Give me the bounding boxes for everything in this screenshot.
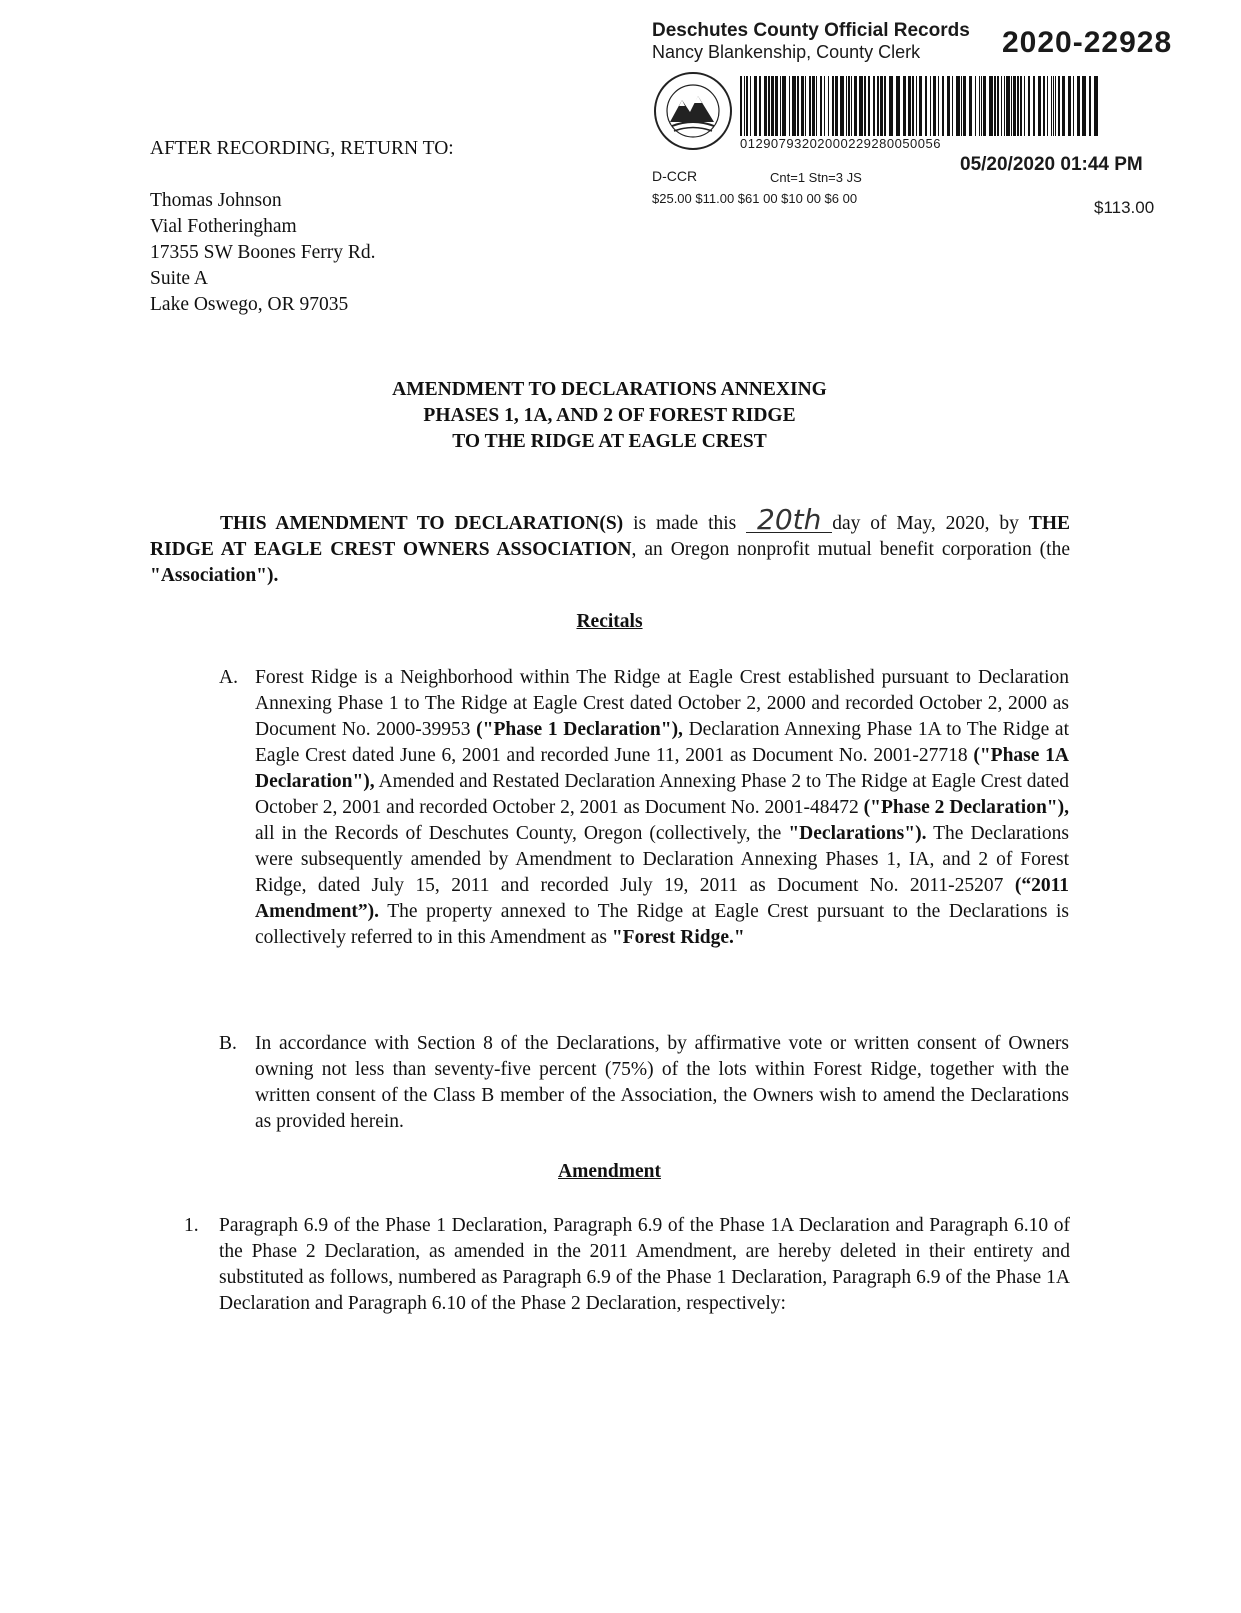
barcode-image: [740, 76, 1102, 136]
address-line: 17355 SW Boones Ferry Rd.: [150, 242, 376, 263]
amendment-marker: 1.: [184, 1215, 199, 1236]
barcode-number: 01290793202000229280050056: [740, 136, 941, 151]
records-office: Deschutes County Official Records: [652, 20, 970, 41]
recording-fees: $25.00 $11.00 $61 00 $10 00 $6 00: [652, 191, 858, 206]
address-line: Vial Fotheringham: [150, 216, 297, 237]
recitals-heading: Recitals: [576, 611, 643, 632]
title-line: AMENDMENT TO DECLARATIONS ANNEXING: [392, 379, 827, 400]
title-line: TO THE RIDGE AT EAGLE CREST: [452, 431, 767, 452]
recital-segment: The property annexed to The Ridge at Eagle Crest pursuant to the Declarations is collectively referred to in this Amendment as: [255, 901, 1069, 948]
county-seal-icon: [652, 70, 734, 152]
amendment-heading: Amendment: [558, 1161, 661, 1182]
stamp-counts: Cnt=1 Stn=3 JS: [770, 170, 862, 185]
recital-segment: Forest Ridge is a Neighborhood within The Ridge at Eagle Crest established pursuant to Declaration Annexing Phase 1 to The Ridge at Eagle Crest dated October 2, 2000 and recorded October 2, 2000 as Document No. 2000-39953: [255, 667, 1069, 740]
handwritten-day: 20th: [746, 508, 832, 533]
address-line: Thomas Johnson: [150, 190, 282, 211]
intro-text: day of May, 2020, by: [832, 513, 1029, 534]
intro-text: is made this: [623, 513, 747, 534]
document-type-code: D-CCR: [652, 168, 698, 184]
intro-paragraph: [150, 503, 1070, 589]
recital-segment: Declaration Annexing Phase 1A to The Ridge at Eagle Crest dated June 6, 2001 and recorded June 11, 2001 as Document No. 2001-27718: [255, 719, 1069, 766]
recital-text: In accordance with Section 8 of the Declarations, by affirmative vote or written consent of Owners owning not less than seventy-five percent (75%) of the lots within Forest Ridge, together with the written consent of the Class B member of the Association, the Owners wish to amend the Declarations as provided herein.: [255, 1033, 1069, 1132]
title-line: PHASES 1, 1A, AND 2 OF FOREST RIDGE: [423, 405, 796, 426]
document-number: 2020-22928: [1002, 26, 1173, 59]
address-line: Suite A: [150, 268, 208, 289]
recital-segment: Amended and Restated Declaration Annexing Phase 2 to The Ridge at Eagle Crest dated October 2, 2001 and recorded October 2, 2001 as Document No. 2001-48472: [255, 771, 1069, 818]
return-address: [150, 188, 376, 318]
defined-term: "Forest Ridge.": [611, 927, 745, 948]
recital-marker: A.: [219, 667, 238, 688]
recording-stamp: [652, 18, 1192, 218]
document-title: [0, 377, 1219, 455]
defined-term: ("Phase 2 Declaration"),: [863, 797, 1069, 818]
fee-total: $113.00: [1094, 198, 1155, 217]
recital-text: [255, 665, 1069, 951]
recital-marker: B.: [219, 1033, 237, 1054]
defined-term: ("Phase 1 Declaration"),: [476, 719, 683, 740]
address-line: Lake Oswego, OR 97035: [150, 294, 349, 315]
return-to-header: AFTER RECORDING, RETURN TO:: [150, 138, 454, 159]
defined-term: (“2011 Amendment”).: [255, 875, 1069, 922]
defined-term: ("Phase 1A Declaration"),: [255, 745, 1069, 792]
recorded-datetime: 05/20/2020 01:44 PM: [960, 154, 1143, 175]
intro-lead: THIS AMENDMENT TO DECLARATION(S): [220, 513, 624, 534]
association-name: THE RIDGE AT EAGLE CREST OWNERS ASSOCIATION: [150, 513, 1070, 560]
intro-text: , an Oregon nonprofit mutual benefit corporation (the: [631, 539, 1070, 560]
amendment-text: Paragraph 6.9 of the Phase 1 Declaration, Paragraph 6.9 of the Phase 1A Declaration and Paragraph 6.10 of the Phase 2 Declaration, as amended in the 2011 Amendment, are hereby deleted in their entirety and substituted as follows, numbered as Paragraph 6.9 of the Phase 1 Declaration, Paragraph 6.9 of the Phase 1A Declaration and Paragraph 6.10 of the Phase 2 Declaration, respectively:: [219, 1215, 1070, 1314]
association-term: "Association").: [150, 565, 279, 586]
defined-term: "Declarations").: [788, 823, 927, 844]
county-clerk: Nancy Blankenship, County Clerk: [652, 42, 921, 62]
recital-segment: The Declarations were subsequently amended by Amendment to Declaration Annexing Phases 1, IA, and 2 of Forest Ridge, dated July 15, 2011 and recorded July 19, 2011 as Document No. 2011-25207: [255, 823, 1069, 896]
recital-segment: all in the Records of Deschutes County, Oregon (collectively, the: [255, 823, 789, 844]
